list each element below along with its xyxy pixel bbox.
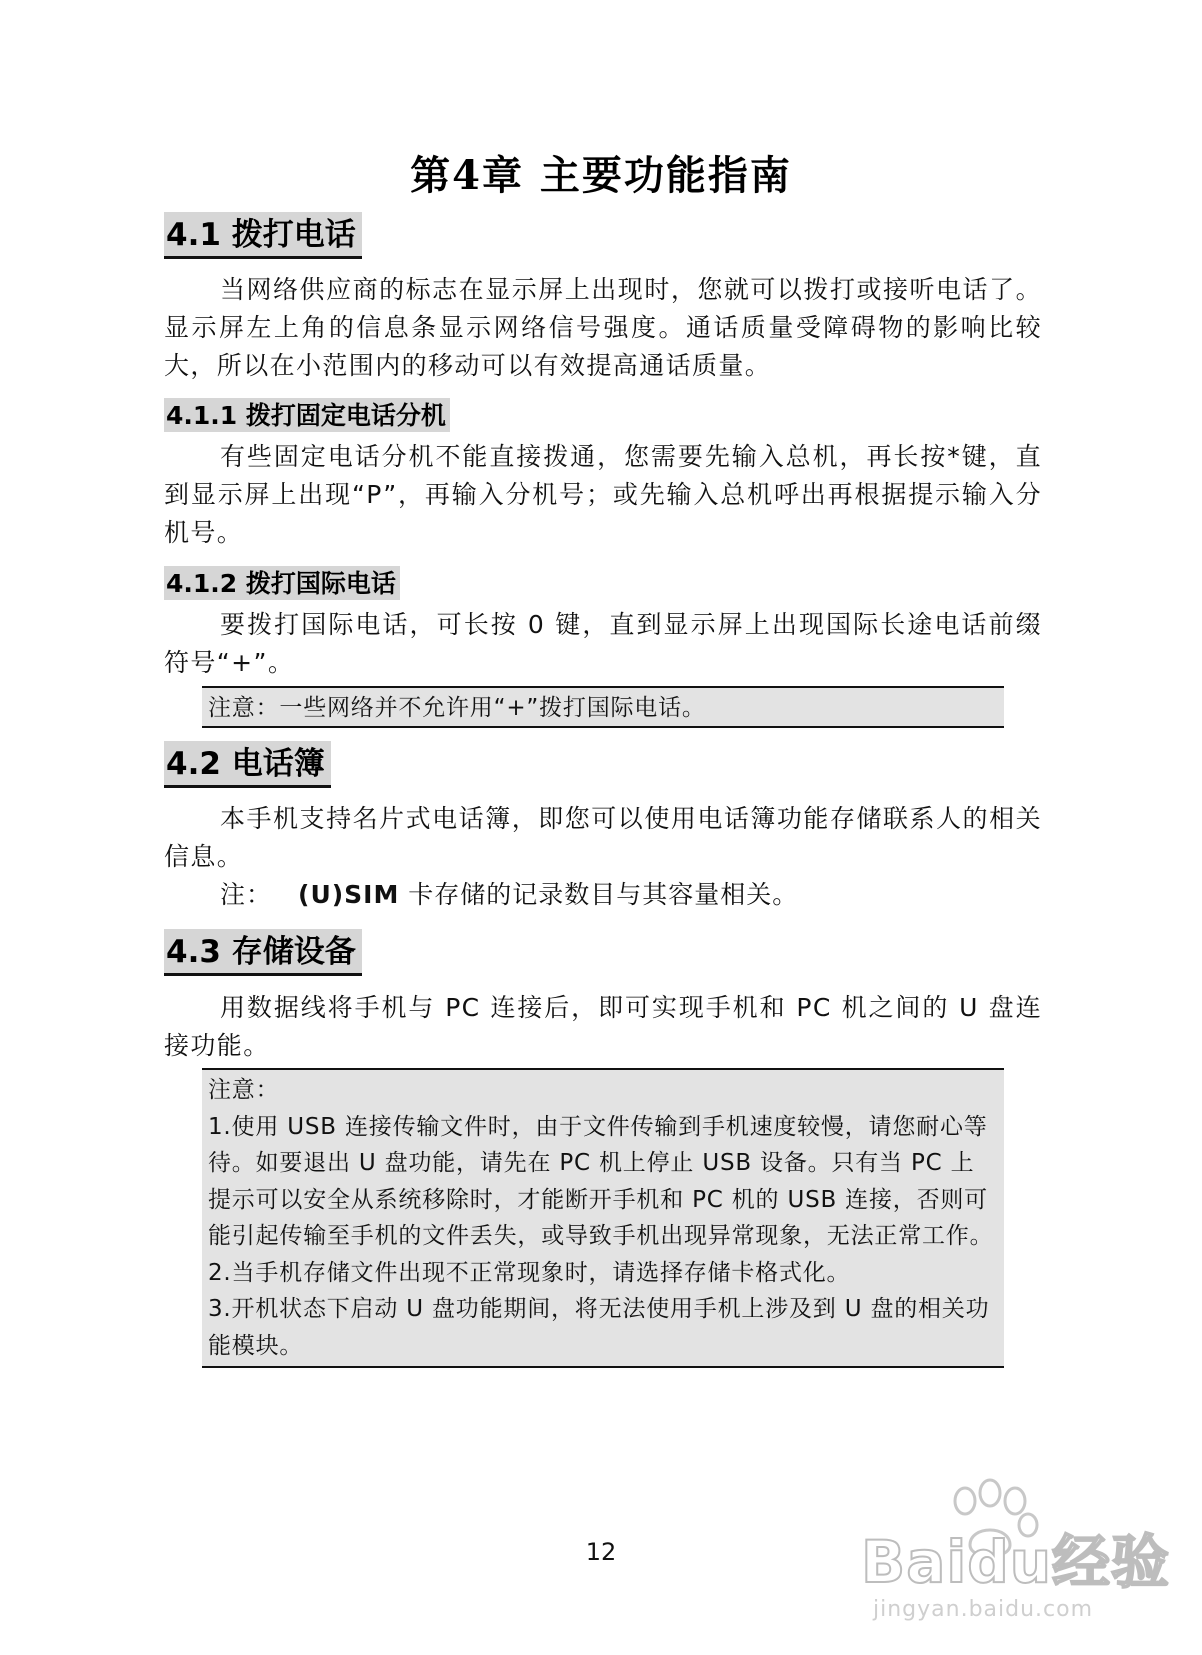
subsection-4-1-1-body: 有些固定电话分机不能直接拨通，您需要先输入总机，再长按*键，直到显示屏上出现“P”，再输入分机号；或先输入总机呼出再根据提示输入分机号。 [164, 442, 1042, 547]
section-4-2-body: 本手机支持名片式电话簿，即您可以使用电话簿功能存储联系人的相关信息。 [164, 804, 1042, 871]
section-4-1-body: 当网络供应商的标志在显示屏上出现时，您就可以拨打或接听电话了。显示屏左上角的信息条显示网络信号强度。通话质量受障碍物的影响比较大，所以在小范围内的移动可以有效提高通话质量。 [164, 275, 1042, 380]
storage-note-title: 注意： [208, 1077, 280, 1103]
note-international-text: 注意：一些网络并不允许用“+”拨打国际电话。 [208, 695, 706, 721]
subsection-4-1-2-body: 要拨打国际电话，可长按 0 键，直到显示屏上出现国际长途电话前缀符号“+”。 [164, 610, 1042, 677]
subsection-heading-4-1-2: 4.1.2 拨打国际电话 [164, 566, 400, 600]
section-4-3-body: 用数据线将手机与 PC 连接后，即可实现手机和 PC 机之间的 U 盘连接功能。 [164, 993, 1042, 1060]
phonebook-note-sim: (U)SIM [298, 880, 400, 909]
storage-note-item-2: 2.当手机存储文件出现不正常现象时，请选择存储卡格式化。 [208, 1259, 851, 1286]
watermark-brand: Baidu经验 [861, 1528, 1171, 1596]
section-heading-4-2: 4.2 电话簿 [164, 741, 331, 788]
section-heading-4-3: 4.3 存储设备 [164, 929, 362, 976]
page-number: 12 [585, 1538, 617, 1566]
note-box-storage [202, 1068, 1004, 1368]
storage-note-item-1: 1.使用 USB 连接传输文件时，由于文件传输到手机速度较慢，请您耐心等待。如要退出 U 盘功能，请先在 PC 机上停止 USB 设备。只有当 PC 上提示可以安全从系统移除时，才能断开手机和 PC 机的 USB 连接，否则可能引起传输至手机的文件丢失，或导致手机出现异常现象，无法正常工作。 [208, 1113, 994, 1249]
phonebook-note-text: 卡存储的记录数目与其容量相关。 [399, 880, 799, 909]
watermark-url: jingyan.baidu.com [873, 1597, 1094, 1622]
baidu-jingyan-watermark [855, 1475, 1175, 1645]
storage-note-item-3: 3.开机状态下启动 U 盘功能期间，将无法使用手机上涉及到 U 盘的相关功能模块。 [208, 1296, 990, 1359]
phonebook-note-label: 注： [220, 880, 273, 909]
subsection-heading-4-1-1: 4.1.1 拨打固定电话分机 [164, 398, 450, 432]
section-heading-4-1: 4.1 拨打电话 [164, 212, 362, 259]
phonebook-note [220, 876, 798, 914]
chapter-title: 第4章 主要功能指南 [410, 152, 792, 199]
note-box-international [202, 686, 1004, 728]
